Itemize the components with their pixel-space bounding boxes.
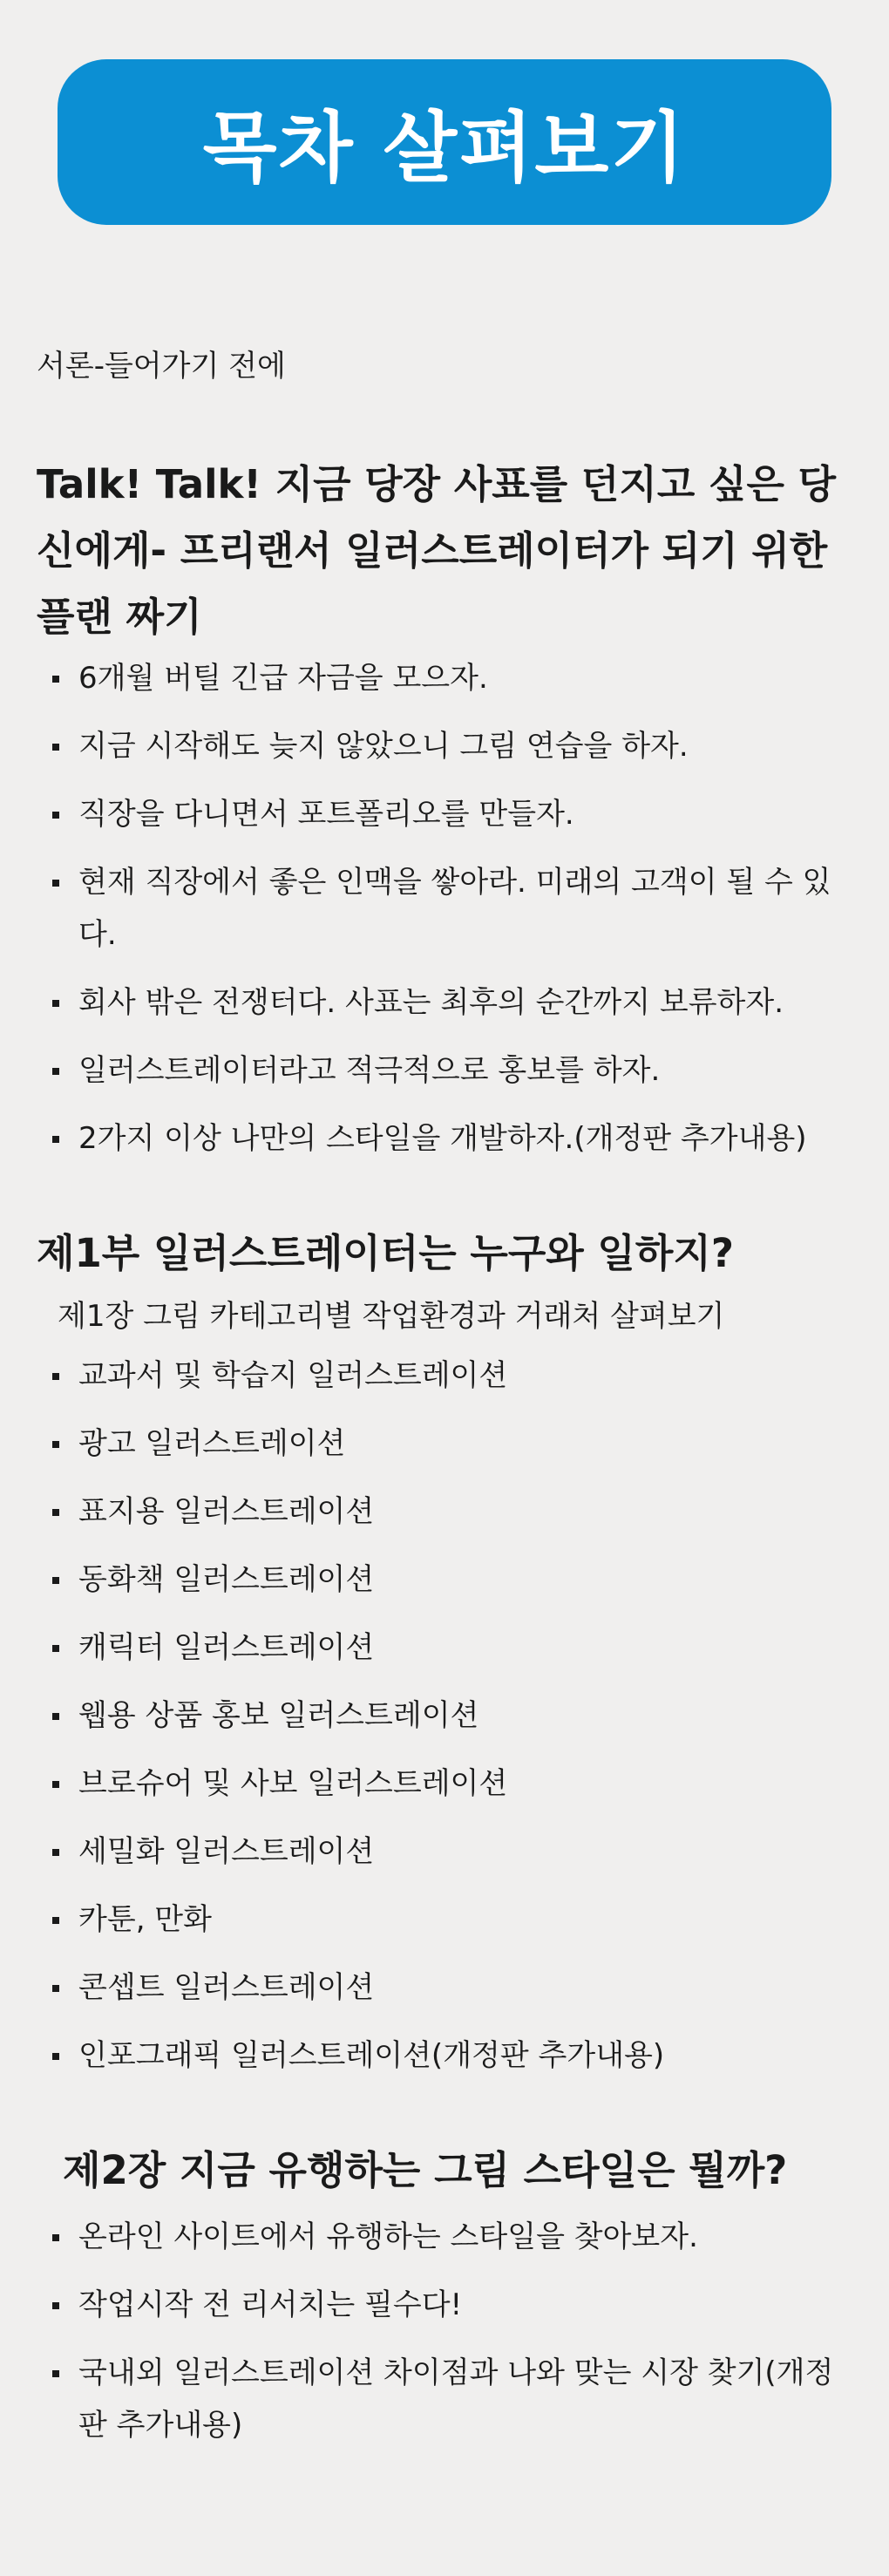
list-item: 캐릭터 일러스트레이션 — [37, 1621, 838, 1674]
list-item: 콘셉트 일러스트레이션 — [37, 1961, 838, 2014]
list-item: 웹용 상품 홍보 일러스트레이션 — [37, 1689, 838, 1742]
chapter2-list — [37, 2211, 838, 2451]
list-item: 인포그래픽 일러스트레이션(개정판 추가내용) — [37, 2029, 838, 2082]
list-item: 카툰, 만화 — [37, 1893, 838, 1946]
list-item: 2가지 이상 나만의 스타일을 개발하자.(개정판 추가내용) — [37, 1112, 838, 1165]
section-talk — [37, 452, 838, 1165]
list-item: 직장을 다니면서 포트폴리오를 만들자. — [37, 788, 838, 840]
list-item: 지금 시작해도 늦지 않았으니 그림 연습을 하자. — [37, 720, 838, 772]
list-item: 브로슈어 및 사보 일러스트레이션 — [37, 1757, 838, 1810]
part1-title: 제1부 일러스트레이터는 누구와 일하지? — [37, 1230, 734, 1276]
list-item: 작업시작 전 리서치는 필수다! — [37, 2279, 838, 2331]
toc-title: 목차 살펴보기 — [202, 103, 687, 193]
chapter1-list — [37, 1349, 838, 2082]
list-item: 회사 밖은 전쟁터다. 사표는 최후의 순간까지 보류하자. — [37, 976, 838, 1029]
list-item: 교과서 및 학습지 일러스트레이션 — [37, 1349, 838, 1402]
list-item: 현재 직장에서 좋은 인맥을 쌓아라. 미래의 고객이 될 수 있다. — [37, 856, 838, 961]
chapter1-subtitle: 제1장 그림 카테고리별 작업환경과 거래처 살펴보기 — [58, 1299, 725, 1334]
list-item: 6개월 버틸 긴급 자금을 모으자. — [37, 652, 838, 704]
list-item: 온라인 사이트에서 유행하는 스타일을 찾아보자. — [37, 2211, 838, 2263]
list-item: 동화책 일러스트레이션 — [37, 1553, 838, 1606]
toc-content — [37, 340, 838, 2507]
list-item: 광고 일러스트레이션 — [37, 1417, 838, 1470]
toc-header-banner — [58, 59, 831, 225]
chapter2-title: 제2장 지금 유행하는 그림 스타일은 뭘까? — [63, 2147, 788, 2193]
section-talk-list — [37, 652, 838, 1165]
chapter2-section — [37, 2138, 838, 2451]
list-item: 세밀화 일러스트레이션 — [37, 1825, 838, 1878]
list-item: 표지용 일러스트레이션 — [37, 1485, 838, 1538]
list-item: 국내외 일러스트레이션 차이점과 나와 맞는 시장 찾기(개정판 추가내용) — [37, 2347, 838, 2451]
part1-section — [37, 1220, 838, 2082]
list-item: 일러스트레이터라고 적극적으로 홍보를 하자. — [37, 1044, 838, 1097]
section-talk-title: Talk! Talk! 지금 당장 사표를 던지고 싶은 당신에게- 프리랜서 일러스트레이터가 되기 위한 플랜 짜기 — [37, 461, 837, 640]
intro-entry: 서론-들어가기 전에 — [37, 349, 286, 384]
